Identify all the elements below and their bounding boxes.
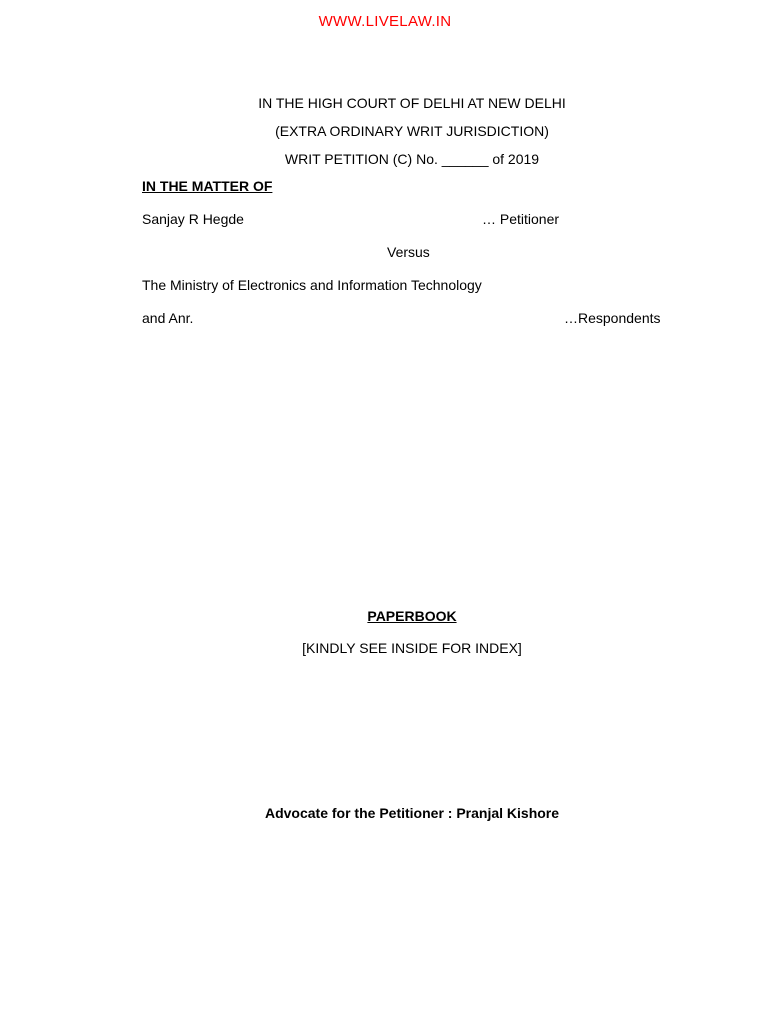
paperbook-title: PAPERBOOK xyxy=(367,608,457,624)
petition-number: WRIT PETITION (C) No. ______ of 2019 xyxy=(284,151,540,167)
versus-label: Versus xyxy=(387,244,430,260)
livelaw-watermark: WWW.LIVELAW.IN xyxy=(318,13,452,30)
respondent-name-line2: and Anr. xyxy=(142,310,194,326)
respondent-role: …Respondents xyxy=(564,310,661,326)
advocate-line: Advocate for the Petitioner : Pranjal Kishore xyxy=(264,805,560,821)
petitioner-role: … Petitioner xyxy=(482,211,560,227)
matter-heading: IN THE MATTER OF xyxy=(142,178,273,194)
respondent-name-line1: The Ministry of Electronics and Information Technology xyxy=(142,277,482,293)
court-title: IN THE HIGH COURT OF DELHI AT NEW DELHI xyxy=(258,95,566,111)
jurisdiction-title: (EXTRA ORDINARY WRIT JURISDICTION) xyxy=(275,123,549,139)
index-note: [KINDLY SEE INSIDE FOR INDEX] xyxy=(302,640,522,656)
petitioner-name: Sanjay R Hegde xyxy=(142,211,244,227)
